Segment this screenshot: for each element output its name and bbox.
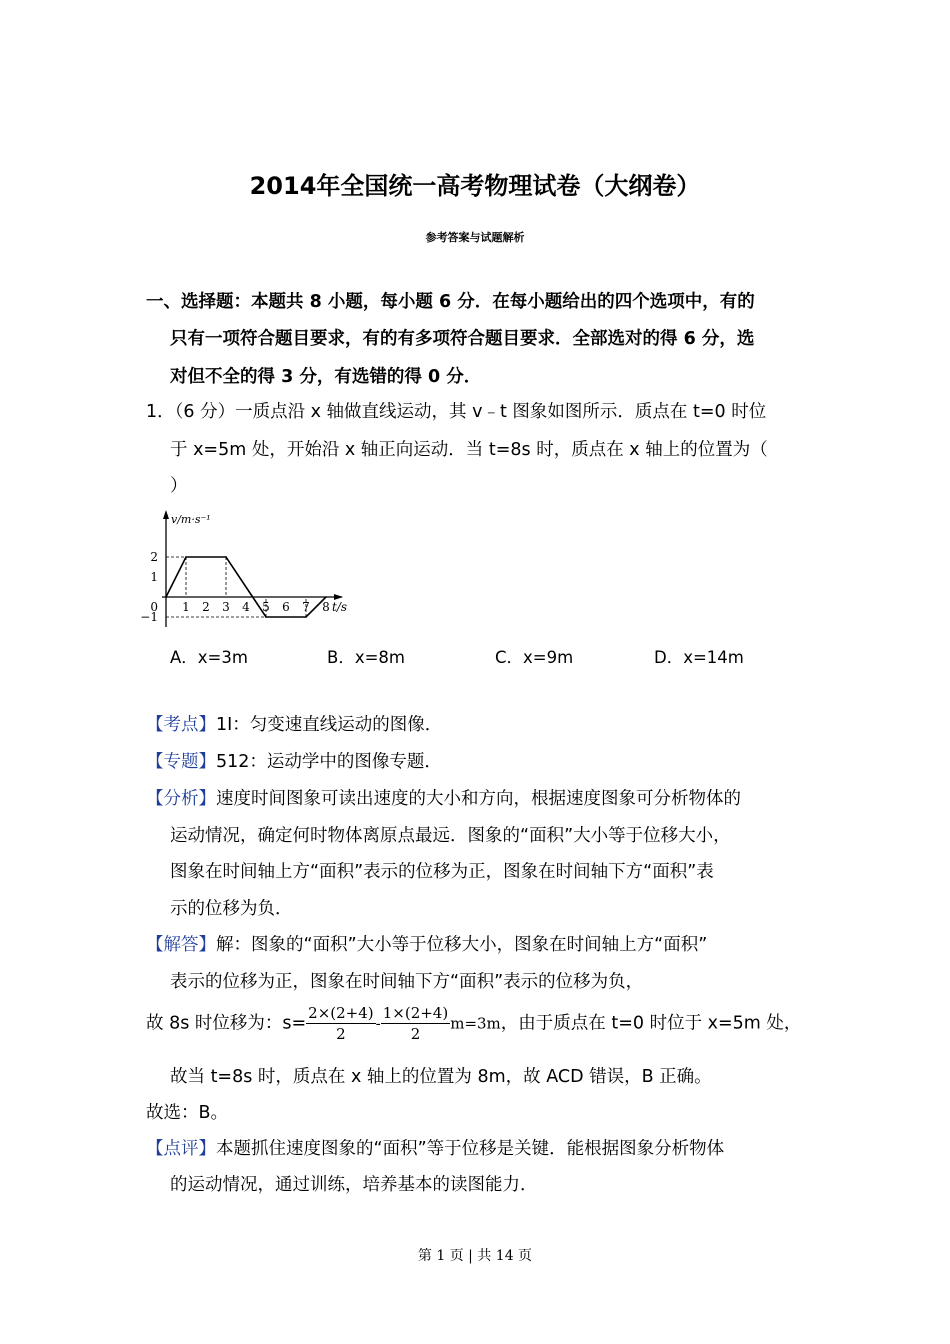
x-tick-label-0: 0 — [150, 600, 158, 614]
x-tick-label-3: 3 — [222, 600, 230, 614]
vt-chart — [140, 505, 360, 635]
data-point-0 — [165, 596, 167, 598]
dianping-line-1: 本题抓住速度图象的“面积”等于位移是关键．能根据图象分析物体 — [216, 1139, 725, 1159]
fraction-2 — [381, 1003, 450, 1044]
fraction-1-denominator: 2 — [336, 1025, 346, 1043]
zhuanti-tag: 【专题】 — [146, 752, 216, 772]
data-point-3 — [265, 616, 267, 618]
kaodian-row — [146, 711, 442, 736]
y-tick-label-1: 1 — [150, 570, 158, 584]
option-a[interactable]: A．x=3m — [170, 648, 248, 667]
formula-result: m=3m — [450, 1014, 501, 1033]
conclusion-line: 故当 t=8s 时，质点在 x 轴上的位置为 8m，故 ACD 错误，B 正确。 — [170, 1067, 712, 1087]
zhuanti-text: 512：运动学中的图像专题． — [216, 752, 442, 772]
fenxi-row — [146, 785, 741, 810]
fraction-2-numerator: 1×(2+4) — [382, 1004, 449, 1022]
section-heading-line-3: 对但不全的得 3 分，有选错的得 0 分． — [170, 367, 482, 387]
dianping-line-2: 的运动情况，通过训练，培养基本的读图能力． — [170, 1175, 538, 1195]
jieda-tag: 【解答】 — [146, 935, 216, 955]
x-tick-label-2: 2 — [202, 600, 210, 614]
fraction-1-numerator: 2×(2+4) — [308, 1004, 374, 1022]
question-line-2: 于 x=5m 处，开始沿 x 轴正向运动．当 t=8s 时，质点在 x 轴上的位置为（ — [170, 440, 768, 460]
fenxi-line-3: 图象在时间轴上方“面积”表示的位移为正，图象在时间轴下方“面积”表 — [170, 862, 714, 882]
section-heading-line-1: 一、选择题：本题共 8 小题，每小题 6 分．在每小题给出的四个选项中，有的 — [146, 292, 755, 312]
x-tick-label-6: 6 — [282, 600, 290, 614]
formula-prefix: 故 8s 时位移为：s= — [146, 1013, 307, 1034]
fenxi-line-1: 速度时间图象可读出速度的大小和方向，根据速度图象可分析物体的 — [216, 789, 741, 809]
option-c[interactable]: C．x=9m — [495, 648, 574, 667]
option-d[interactable]: D．x=14m — [654, 648, 744, 667]
x-tick-label-5: 5 — [262, 600, 270, 614]
question-line-3: ） — [170, 476, 188, 496]
jieda-line-1: 解：图象的“面积”大小等于位移大小，图象在时间轴上方“面积” — [216, 935, 708, 955]
fenxi-line-4: 示的位移为负． — [170, 899, 293, 919]
data-point-5 — [325, 596, 327, 598]
x-tick-label-7: 7 — [302, 600, 310, 614]
x-tick-label-1: 1 — [182, 600, 190, 614]
fraction-2-denominator: 2 — [410, 1025, 421, 1043]
zhuanti-row — [146, 748, 442, 773]
answer-line: 故选：B。 — [146, 1103, 229, 1123]
formula-suffix: ，由于质点在 t=0 时位于 x=5m 处， — [500, 1013, 802, 1034]
question-line-1: 1．（6 分）一质点沿 x 轴做直线运动，其 v﹣t 图象如图所示．质点在 t=0 时位 — [146, 402, 767, 422]
formula-row — [146, 1003, 801, 1044]
x-axis-label: t/s — [332, 600, 348, 614]
y-axis-label: v/m·s⁻¹ — [171, 513, 211, 526]
jieda-row — [146, 931, 707, 956]
fenxi-line-2: 运动情况，确定何时物体离原点最远．图象的“面积”大小等于位移大小， — [170, 826, 731, 846]
y-axis-arrow — [163, 510, 169, 519]
dianping-row — [146, 1135, 724, 1160]
x-tick-label-8: 8 — [322, 600, 330, 614]
data-point-4 — [305, 616, 307, 618]
y-tick-label-3: −1 — [140, 610, 158, 624]
fraction-1 — [306, 1003, 375, 1044]
data-point-2 — [225, 556, 227, 558]
kaodian-tag: 【考点】 — [146, 715, 216, 735]
option-b[interactable]: B．x=8m — [327, 648, 405, 667]
kaodian-text: 1I：匀变速直线运动的图像． — [216, 715, 443, 735]
dianping-tag: 【点评】 — [146, 1139, 216, 1159]
page-subtitle: 参考答案与试题解析 — [425, 231, 525, 244]
formula-minus: - — [375, 1014, 381, 1033]
jieda-line-2: 表示的位移为正，图象在时间轴下方“面积”表示的位移为负， — [170, 972, 644, 992]
section-heading-line-2: 只有一项符合题目要求，有的有多项符合题目要求．全部选对的得 6 分，选 — [170, 329, 755, 349]
y-tick-label-0: 2 — [150, 550, 158, 564]
page-footer: 第 1 页 | 共 14 页 — [417, 1248, 533, 1264]
fenxi-tag: 【分析】 — [146, 789, 216, 809]
data-point-1 — [185, 556, 187, 558]
x-tick-label-4: 4 — [242, 600, 250, 614]
page-title: 2014年全国统一高考物理试卷（大纲卷） — [249, 172, 701, 200]
